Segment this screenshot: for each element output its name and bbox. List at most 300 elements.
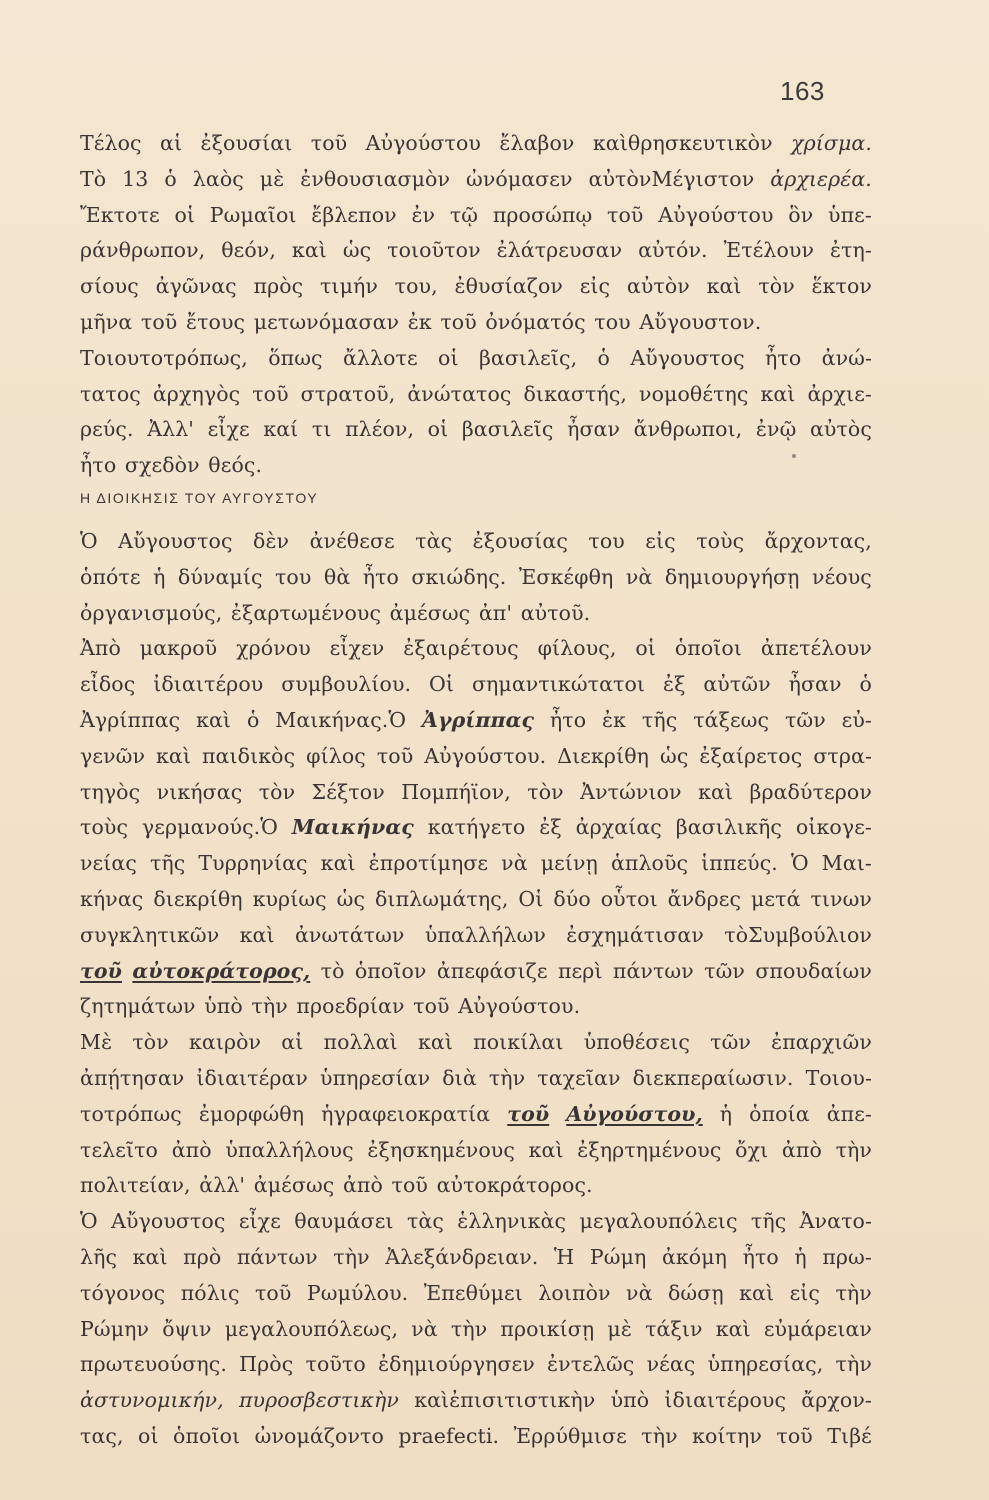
word: θὰ xyxy=(323,564,351,589)
word: οἱ xyxy=(635,636,656,661)
word: γενῶν xyxy=(80,743,146,768)
word: καὶ xyxy=(132,1244,168,1269)
word: ὅπως xyxy=(268,345,323,370)
word: καὶ xyxy=(715,1316,751,1341)
word: ἐξαίρετος xyxy=(699,743,803,768)
word: εἰς xyxy=(579,274,611,299)
word: ὀνόματός xyxy=(485,309,586,334)
word: Οἱ xyxy=(518,886,544,911)
word: ἦσαν xyxy=(788,672,842,697)
word: οἱ xyxy=(174,202,196,227)
word: ἐντελῶς xyxy=(547,1352,635,1377)
word: ἦτο xyxy=(742,1244,779,1269)
word: Ἐσκέφθη xyxy=(518,564,614,589)
word: αὐτοκράτορος, xyxy=(132,958,311,983)
word: ὠνομάζοντο xyxy=(254,1423,384,1448)
text-line xyxy=(80,341,872,377)
word: ἀρχιε- xyxy=(807,381,872,406)
word: ἡ xyxy=(794,1244,807,1269)
word: Ἡ xyxy=(553,1244,575,1269)
word: Αὔγουστος xyxy=(630,345,745,370)
text-line xyxy=(80,1347,872,1383)
word: τὸν xyxy=(758,274,795,299)
word: μὲ xyxy=(259,166,285,191)
word: Ἀγρίππας xyxy=(80,707,181,732)
word: καὶ xyxy=(291,238,327,263)
word: κατήγετο xyxy=(427,815,526,840)
word: περὶ xyxy=(557,958,603,983)
text-line xyxy=(80,882,872,918)
word: ἐσχημάτισαν xyxy=(566,922,704,947)
paragraph-block-2 xyxy=(80,524,872,1455)
word: τοιοῦτον xyxy=(387,238,481,263)
word: μείνῃ xyxy=(540,851,598,876)
word: συγκλητικῶν xyxy=(80,922,220,947)
word: Σέξτον xyxy=(311,779,385,804)
word: ἑλληνικὰς xyxy=(457,1209,567,1234)
word: ὄψιν xyxy=(162,1316,212,1341)
word: καὶθρησκευτικὸν xyxy=(592,131,773,155)
word: καὶ xyxy=(156,743,191,768)
word: Αὔγουστος xyxy=(118,529,233,553)
word: ἀνέθεσε xyxy=(309,529,395,553)
word: ἐξ xyxy=(539,815,562,840)
word: σίους xyxy=(80,274,139,299)
word: πόλις xyxy=(180,1280,240,1305)
word: τοῦ xyxy=(376,743,414,768)
word: τὰς xyxy=(415,529,453,553)
word: τοῦ xyxy=(413,994,450,1019)
word: ἡ xyxy=(719,1101,733,1126)
text-line xyxy=(80,448,872,484)
word: τὴν xyxy=(251,994,288,1019)
word: ἦσαν xyxy=(567,417,621,442)
word: Μὲ xyxy=(80,1030,113,1055)
word: Αὐγούστου. xyxy=(458,994,581,1019)
text-line xyxy=(80,1168,872,1204)
word: τὴν xyxy=(835,1352,872,1377)
word: ἄνθρωποι, xyxy=(633,417,743,442)
text-line xyxy=(80,1097,872,1133)
text-line xyxy=(80,126,872,162)
word: εὐμάρειαν xyxy=(763,1316,872,1341)
word: κοίτην xyxy=(692,1423,762,1448)
word: οὗτοι xyxy=(600,886,658,911)
word: τοῦ xyxy=(776,1423,813,1448)
word: λαὸς xyxy=(192,166,244,191)
word: εἰς xyxy=(645,529,676,553)
word: ἦτο xyxy=(80,453,117,478)
word: Τυρρηνίας xyxy=(198,851,308,876)
text-line xyxy=(80,1025,872,1061)
word: Αὐγούστου. xyxy=(424,743,547,768)
word: τῆς xyxy=(750,1209,787,1234)
word: τοῦ xyxy=(310,131,348,155)
word: ἀγῶνας xyxy=(155,274,237,299)
print-speck xyxy=(792,454,796,458)
word: αἱ xyxy=(160,131,183,155)
word: καὶ xyxy=(196,707,232,732)
word: ἐκ xyxy=(602,707,627,732)
word: ἰδιαιτέραν xyxy=(196,1065,308,1090)
word: πρωτευούσης. xyxy=(80,1352,227,1377)
word: Ἀγρίππας xyxy=(422,707,535,732)
word: Μαικήνας.Ὁ xyxy=(275,707,407,732)
word: κήνας xyxy=(80,886,144,911)
word: Οἱ xyxy=(429,672,455,697)
word: ὁποῖον xyxy=(354,958,427,983)
text-line xyxy=(80,269,872,305)
word: νείας xyxy=(80,851,137,876)
text-line xyxy=(80,1419,872,1455)
word: τοτρόπως xyxy=(80,1101,182,1126)
word: στρα- xyxy=(813,743,872,768)
word: τὸ xyxy=(320,958,345,983)
word: δὲν xyxy=(253,529,290,553)
word: νὰ xyxy=(626,1280,653,1305)
text-line xyxy=(80,233,872,269)
word: καί xyxy=(263,417,299,442)
word: τῶν xyxy=(710,1030,751,1055)
word: μὲ xyxy=(607,1316,632,1341)
word: τὴν xyxy=(835,1280,872,1305)
word: τοῦ xyxy=(80,958,122,983)
word: τῷ xyxy=(449,202,479,227)
word: του, xyxy=(394,274,438,299)
word: τοῦ xyxy=(252,381,289,406)
text-line xyxy=(80,846,872,882)
word: καιρὸν xyxy=(188,1030,262,1055)
word: ἐλάτρευσαν xyxy=(496,238,623,263)
text-line xyxy=(80,703,872,739)
word: ἐξ xyxy=(662,672,686,697)
word: τῆς xyxy=(149,851,186,876)
text-line xyxy=(80,631,872,667)
word: τὸν xyxy=(527,779,564,804)
word: βασιλεῖς, xyxy=(478,345,578,370)
word: Ρωμύλου. xyxy=(306,1280,409,1305)
word: 13 xyxy=(122,166,149,191)
word: αὐτὸνΜέγιστον xyxy=(588,166,755,191)
word: ἀρχιερέα. xyxy=(770,166,872,191)
word: φίλους, xyxy=(537,636,617,661)
word: ὑπε- xyxy=(828,202,872,227)
word: νὰ xyxy=(625,564,653,589)
word: δύναμίς xyxy=(177,564,263,589)
word: ὑπαλλήλων xyxy=(424,922,546,947)
word: ποικίλαι xyxy=(473,1030,564,1055)
word: Μαι- xyxy=(821,851,872,876)
word: ἐξηρτημένους xyxy=(577,1137,722,1162)
word: αὐτὸν xyxy=(626,274,690,299)
word: Πρὸς xyxy=(239,1352,294,1377)
word: ἐμορφώθη xyxy=(198,1101,305,1126)
word: ἄρχον- xyxy=(801,1388,872,1413)
word: διὰ xyxy=(442,1065,477,1090)
word: Αὐγούστου xyxy=(658,202,774,227)
word: ἀπὸ xyxy=(781,1137,822,1162)
paragraph-block-1 xyxy=(80,126,872,484)
word: πάντων xyxy=(236,1244,318,1269)
word: καὶ xyxy=(528,1137,564,1162)
word: ἀμέσως xyxy=(389,600,471,625)
word: διεκρίθη xyxy=(153,886,243,911)
word: ἐκ xyxy=(407,309,432,334)
word: Πομπήϊον, xyxy=(401,779,511,804)
word: ἡ xyxy=(153,564,166,589)
word: ἀλλ' xyxy=(199,1173,246,1198)
word: Τοιου- xyxy=(805,1065,872,1090)
text-line xyxy=(80,775,872,811)
word: καὶ xyxy=(320,851,356,876)
word: ἦτο xyxy=(549,707,587,732)
word: αἱ xyxy=(281,1030,304,1055)
word: ἰδιαιτέρου xyxy=(153,672,264,697)
word: Ρώμην xyxy=(80,1316,150,1341)
word: φίλος xyxy=(306,743,366,768)
word: μεγαλουπόλεως, xyxy=(224,1316,399,1341)
word: τατος xyxy=(80,381,141,406)
word: Ρώμη xyxy=(589,1244,647,1269)
word: τὴν xyxy=(333,1244,370,1269)
word: εἶχεν xyxy=(329,636,385,661)
section-heading: Η ΔΙΟΙΚΗΣΙΣ ΤΟΥ ΑΥΓΟΥΣΤΟΥ xyxy=(80,490,319,506)
word: ἀρχαίας xyxy=(575,815,662,840)
word: βραδύτερον xyxy=(749,779,872,804)
word: δώσῃ xyxy=(667,1280,724,1305)
word: εἰς xyxy=(789,1280,821,1305)
word: εἶχε xyxy=(238,1209,281,1234)
word: ἐτη- xyxy=(829,238,872,263)
word: αὐτῶν xyxy=(703,672,771,697)
word: ἄλλοτε xyxy=(342,345,418,370)
word: τοὺς xyxy=(696,529,745,553)
word: πρὸς xyxy=(253,274,304,299)
word: αὐτοκράτορος. xyxy=(436,1173,593,1198)
word: ἄνδρες xyxy=(667,886,742,911)
word: ὃν xyxy=(788,202,814,227)
word: τελεῖτο xyxy=(80,1137,158,1162)
word: πολιτείαν, xyxy=(80,1173,191,1198)
word: τοῦ xyxy=(140,309,178,334)
word: γερμανούς.Ὁ xyxy=(141,815,278,840)
word: Ἀνατο- xyxy=(799,1209,872,1234)
page-number: 163 xyxy=(780,76,825,106)
word: ἐξαιρέτους xyxy=(403,636,519,661)
word: τόγονος xyxy=(80,1280,166,1305)
word: τὰς xyxy=(406,1209,444,1234)
word: μῆνα xyxy=(80,309,133,334)
word: τῆς xyxy=(641,707,678,732)
word: ὁ xyxy=(597,345,610,370)
word: τοῦ xyxy=(254,1280,292,1305)
word: Διεκρίθη xyxy=(557,743,650,768)
word: Αὐγούστου, xyxy=(566,1101,703,1126)
word: καὶ xyxy=(417,1030,453,1055)
word: ἔβλεπον xyxy=(311,202,397,227)
word: ὠνόμασεν xyxy=(466,166,573,191)
word: καὶ xyxy=(739,1280,775,1305)
word: Ἀντώνιον xyxy=(580,779,682,804)
word: νέους xyxy=(812,564,872,589)
word: αὐτοῦ. xyxy=(520,600,591,625)
word: του xyxy=(588,529,625,553)
text-line xyxy=(80,377,872,413)
word: ἐνθουσιασμὸν xyxy=(300,166,451,191)
word: Τιβέ xyxy=(827,1423,872,1448)
word: Ρωμαῖοι xyxy=(209,202,297,227)
word: τοῦ xyxy=(507,1101,550,1126)
word: ἀπὸ xyxy=(171,1137,212,1162)
word: Τοιουτοτρόπως, xyxy=(80,345,248,370)
word: ἀπεφάσιζε xyxy=(436,958,548,983)
word: ἐθυσίαζον xyxy=(454,274,563,299)
word: ἔτους xyxy=(185,309,246,334)
word: αὐτόν. xyxy=(638,238,708,263)
word: ἔλαβον xyxy=(499,131,575,155)
word: τας, xyxy=(80,1423,124,1448)
word: νὰ xyxy=(411,1316,438,1341)
word: ὁποῖοι xyxy=(674,636,742,661)
word: ἐπαρχιῶν xyxy=(771,1030,872,1055)
word: Ἐτέλουν xyxy=(723,238,815,263)
word: πάντων xyxy=(612,958,694,983)
word: τὸν xyxy=(258,779,296,804)
text-line xyxy=(80,989,872,1025)
word: ὁ xyxy=(859,672,872,697)
word: ὑποθέσεις xyxy=(583,1030,690,1055)
word: ἀνώ- xyxy=(821,345,872,370)
word: ἦτο xyxy=(362,564,399,589)
text-line xyxy=(80,1204,872,1240)
word: ἀμέσως xyxy=(253,1173,335,1198)
text-line xyxy=(80,1383,872,1419)
word: ἐν xyxy=(411,202,436,227)
text-line xyxy=(80,1276,872,1312)
word: του xyxy=(274,564,312,589)
word: ἀκόμη xyxy=(661,1244,728,1269)
word: Αὔγουστον. xyxy=(639,309,762,334)
word: πυροσβεστικὴν xyxy=(238,1388,399,1413)
word: ἐξαρτωμένους xyxy=(230,600,382,625)
text-line xyxy=(80,1312,872,1348)
text-line xyxy=(80,162,872,198)
text-line xyxy=(80,810,872,846)
word: νομοθέτης xyxy=(639,381,749,406)
text-line xyxy=(80,1133,872,1169)
word: ὑπηρεσίαν xyxy=(320,1065,431,1090)
word: ἐπροτίμησε xyxy=(368,851,489,876)
word: οἱ xyxy=(427,417,449,442)
word: ζητημάτων xyxy=(80,994,196,1019)
word: διπλωμάτης, xyxy=(374,886,509,911)
word: Αὐγούστου xyxy=(365,131,481,155)
word: τὴν xyxy=(488,1065,526,1090)
text-line xyxy=(80,412,872,448)
word: ἄρχοντας, xyxy=(764,529,872,553)
word: ὡς xyxy=(336,886,366,911)
word: τὸΣυμβούλιον xyxy=(724,922,872,947)
text-line xyxy=(80,954,872,990)
word: ἦτο xyxy=(765,345,802,370)
word: τινων xyxy=(810,886,872,911)
word: σπουδαίων xyxy=(755,958,872,983)
word: στρατοῦ, xyxy=(300,381,396,406)
word: ὑπὸ xyxy=(610,1388,650,1413)
word: πλέον, xyxy=(345,417,415,442)
word: Τὸ xyxy=(80,166,107,191)
word: Ἀλλ' xyxy=(147,417,195,442)
text-line xyxy=(80,524,872,560)
word: ὁποία xyxy=(749,1101,810,1126)
word: σκιώδης. xyxy=(411,564,507,589)
word: ὄχι xyxy=(735,1137,769,1162)
word: κυρίως xyxy=(252,886,327,911)
word: τάξιν xyxy=(645,1316,703,1341)
word: ἕκτον xyxy=(811,274,872,299)
word: τηγὸς xyxy=(80,779,141,804)
word: θεόν, xyxy=(221,238,276,263)
word: προεδρίαν xyxy=(296,994,405,1019)
word: οἱ xyxy=(138,1423,159,1448)
word: σχεδὸν xyxy=(124,453,200,478)
word: ἀρχηγὸς xyxy=(152,381,241,406)
word: λῆς xyxy=(80,1244,118,1269)
word: θεός. xyxy=(208,453,263,478)
word: δημιουργήσῃ xyxy=(664,564,800,589)
word: τοῦ xyxy=(391,1173,428,1198)
word: ἐξουσίας xyxy=(472,529,568,553)
word: τῶν xyxy=(704,958,745,983)
word: ἀπ' xyxy=(478,600,513,625)
word: καὶ xyxy=(239,922,275,947)
word: ἐδημιούργησεν xyxy=(378,1352,535,1377)
word: ἐξουσίαι xyxy=(200,131,293,155)
word: ἀπὸ xyxy=(342,1173,383,1198)
word: Ἐπεθύμει xyxy=(423,1280,523,1305)
word: τοῦ xyxy=(607,202,644,227)
word: τιμήν xyxy=(319,274,378,299)
word: ὁ xyxy=(164,166,177,191)
word: προικίσῃ xyxy=(500,1316,595,1341)
word: τὴν xyxy=(641,1423,678,1448)
word: τὸν xyxy=(132,1030,169,1055)
word: ὡς xyxy=(660,743,689,768)
word: ἀνώτατος xyxy=(407,381,512,406)
word: ἡγραφειοκρατία xyxy=(321,1101,491,1126)
text-line xyxy=(80,1240,872,1276)
word: δύο xyxy=(553,886,591,911)
word: ὑπὸ xyxy=(204,994,243,1019)
word: μακροῦ xyxy=(139,636,218,661)
word: καὶ xyxy=(698,779,734,804)
word: πρὸ xyxy=(183,1244,222,1269)
text-line xyxy=(80,560,872,596)
word: τῶν xyxy=(784,707,826,732)
word: ὁπότε xyxy=(80,564,141,589)
word: σημαντικώτατοι xyxy=(471,672,646,697)
word: χρόνου xyxy=(236,636,311,661)
word: συμβουλίου. xyxy=(281,672,412,697)
word: εὐ- xyxy=(841,707,872,732)
word: Ὁ xyxy=(790,851,809,876)
word: νὰ xyxy=(501,851,528,876)
word: βασιλικῆς xyxy=(675,815,783,840)
word: ὀργανισμούς, xyxy=(80,600,223,625)
word: ράνθρωπον, xyxy=(80,238,206,263)
word: τι xyxy=(311,417,332,442)
text-line xyxy=(80,596,872,632)
